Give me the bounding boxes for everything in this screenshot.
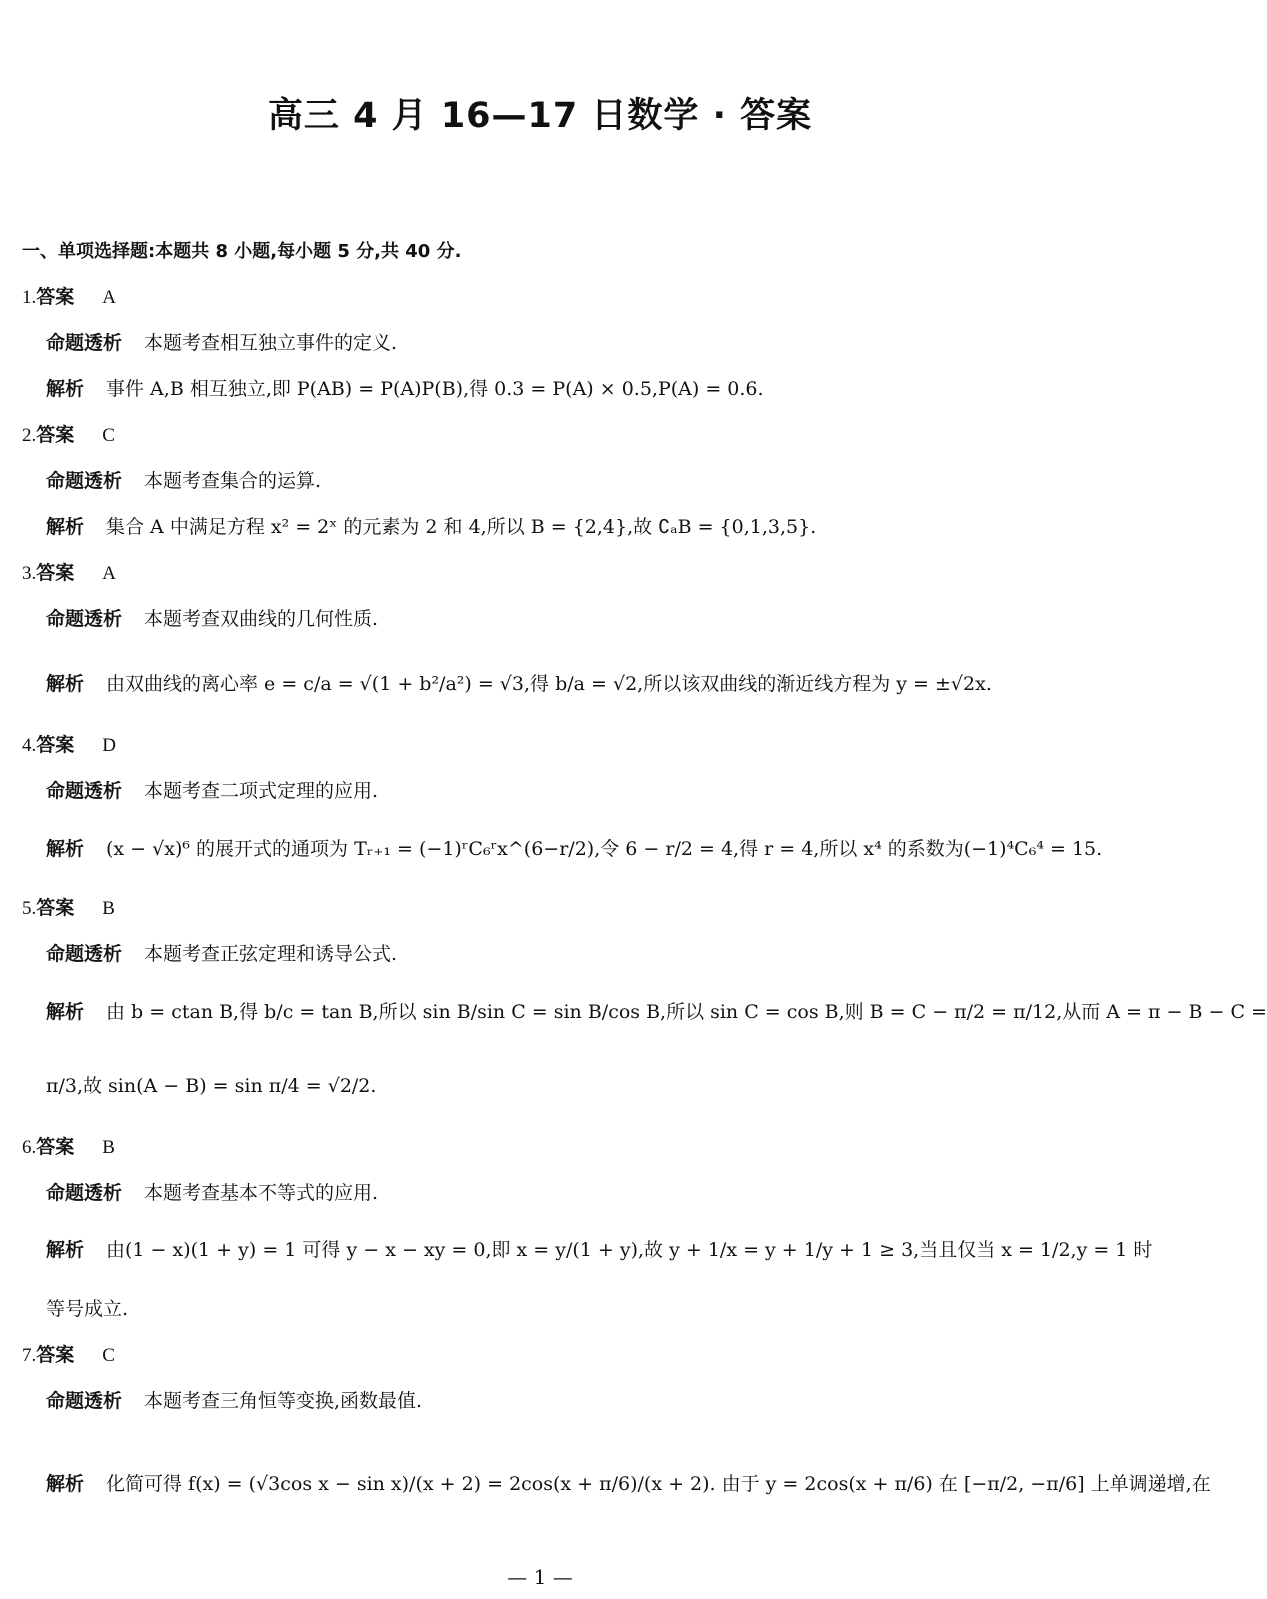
solution-text: (x − √x)⁶ 的展开式的通项为 Tᵣ₊₁ = (−1)ʳC₆ʳx^(6−r/2),令 6 − r/2 = 4,得 r = 4,所以 x⁴ 的系数为(−1)⁴C₆⁴ = 15.: [106, 838, 1103, 860]
question-3-header: [22, 564, 116, 583]
solution-label: 解析: [46, 378, 85, 400]
question-2-solution: [46, 518, 816, 537]
question-7-header: [22, 1346, 115, 1365]
answer-label: 答案: [36, 286, 75, 308]
intent-label: 命题透析: [46, 1182, 123, 1204]
solution-label: 解析: [46, 516, 85, 538]
question-6-solution-continued: 等号成立.: [46, 1298, 129, 1320]
question-6-header: [22, 1138, 115, 1157]
solution-text: 由双曲线的离心率 e = c/a = √(1 + b²/a²) = √3,得 b/a = √2,所以该双曲线的渐近线方程为 y = ±√2x.: [106, 673, 992, 695]
intent-text: 本题考查双曲线的几何性质.: [144, 608, 379, 630]
answer-label: 答案: [36, 424, 75, 446]
question-4-header: [22, 736, 116, 755]
question-7-solution: [46, 1475, 1211, 1494]
answer-label: 答案: [36, 1136, 75, 1158]
answer-value: A: [102, 563, 116, 584]
question-1-solution: [46, 380, 764, 399]
question-2-intent: [46, 472, 321, 491]
intent-label: 命题透析: [46, 780, 123, 802]
answer-value: B: [102, 1137, 115, 1158]
question-number: 1.: [22, 287, 37, 308]
answer-value: C: [102, 425, 115, 446]
question-3-intent: [46, 610, 378, 629]
solution-text: 集合 A 中满足方程 x² = 2ˣ 的元素为 2 和 4,所以 B = {2,4},故 ∁ₐB = {0,1,3,5}.: [106, 516, 817, 538]
question-5-intent: [46, 945, 397, 964]
question-number: 2.: [22, 425, 37, 446]
question-2-header: [22, 426, 115, 445]
intent-label: 命题透析: [46, 470, 123, 492]
intent-label: 命题透析: [46, 608, 123, 630]
question-number: 6.: [22, 1137, 37, 1158]
question-6-intent: [46, 1184, 378, 1203]
intent-label: 命题透析: [46, 943, 123, 965]
question-number: 5.: [22, 898, 37, 919]
answer-value: D: [102, 735, 116, 756]
question-number: 3.: [22, 563, 37, 584]
intent-text: 本题考查正弦定理和诱导公式.: [144, 943, 398, 965]
intent-text: 本题考查二项式定理的应用.: [144, 780, 379, 802]
question-1-intent: [46, 334, 397, 353]
solution-label: 解析: [46, 1239, 85, 1261]
question-5-solution: [46, 1003, 1267, 1022]
question-number: 4.: [22, 735, 37, 756]
answer-value: A: [102, 287, 116, 308]
solution-text: 由 b = ctan B,得 b/c = tan B,所以 sin B/sin C = sin B/cos B,所以 sin C = cos B,则 B = C − π/2 = π/12,从而 A = π − B − C =: [106, 1001, 1267, 1023]
question-number: 7.: [22, 1345, 37, 1366]
answer-label: 答案: [36, 734, 75, 756]
intent-label: 命题透析: [46, 332, 123, 354]
answer-value: C: [102, 1345, 115, 1366]
page-number: — 1 —: [507, 1565, 573, 1589]
intent-text: 本题考查集合的运算.: [144, 470, 322, 492]
intent-text: 本题考查基本不等式的应用.: [144, 1182, 379, 1204]
question-3-solution: [46, 675, 992, 694]
solution-label: 解析: [46, 1001, 85, 1023]
answer-label: 答案: [36, 562, 75, 584]
intent-label: 命题透析: [46, 1390, 123, 1412]
question-6-solution: [46, 1241, 1152, 1260]
intent-text: 本题考查三角恒等变换,函数最值.: [144, 1390, 423, 1412]
solution-label: 解析: [46, 838, 85, 860]
intent-text: 本题考查相互独立事件的定义.: [144, 332, 398, 354]
answer-value: B: [102, 898, 115, 919]
question-1-header: [22, 288, 116, 307]
answer-label: 答案: [36, 1344, 75, 1366]
question-5-header: [22, 899, 115, 918]
solution-text: 由(1 − x)(1 + y) = 1 可得 y − x − xy = 0,即 x = y/(1 + y),故 y + 1/x = y + 1/y + 1 ≥ 3,当且仅当 x = 1/2,y = 1 时: [106, 1239, 1153, 1261]
question-7-intent: [46, 1392, 422, 1411]
question-4-intent: [46, 782, 378, 801]
page-title: 高三 4 月 16—17 日数学 · 答案: [267, 96, 813, 136]
answer-label: 答案: [36, 897, 75, 919]
question-4-solution: [46, 840, 1102, 859]
question-5-solution-continued: π/3,故 sin(A − B) = sin π/4 = √2/2.: [46, 1075, 377, 1097]
section-heading: 一、单项选择题:本题共 8 小题,每小题 5 分,共 40 分.: [22, 241, 462, 262]
solution-label: 解析: [46, 1473, 85, 1495]
solution-text: 事件 A,B 相互独立,即 P(AB) = P(A)P(B),得 0.3 = P(A) × 0.5,P(A) = 0.6.: [106, 378, 764, 400]
solution-label: 解析: [46, 673, 85, 695]
solution-text: 化简可得 f(x) = (√3cos x − sin x)/(x + 2) = 2cos(x + π/6)/(x + 2). 由于 y = 2cos(x + π/6) 在 [−π/2, −π/6] 上单调递增,在: [106, 1473, 1211, 1495]
